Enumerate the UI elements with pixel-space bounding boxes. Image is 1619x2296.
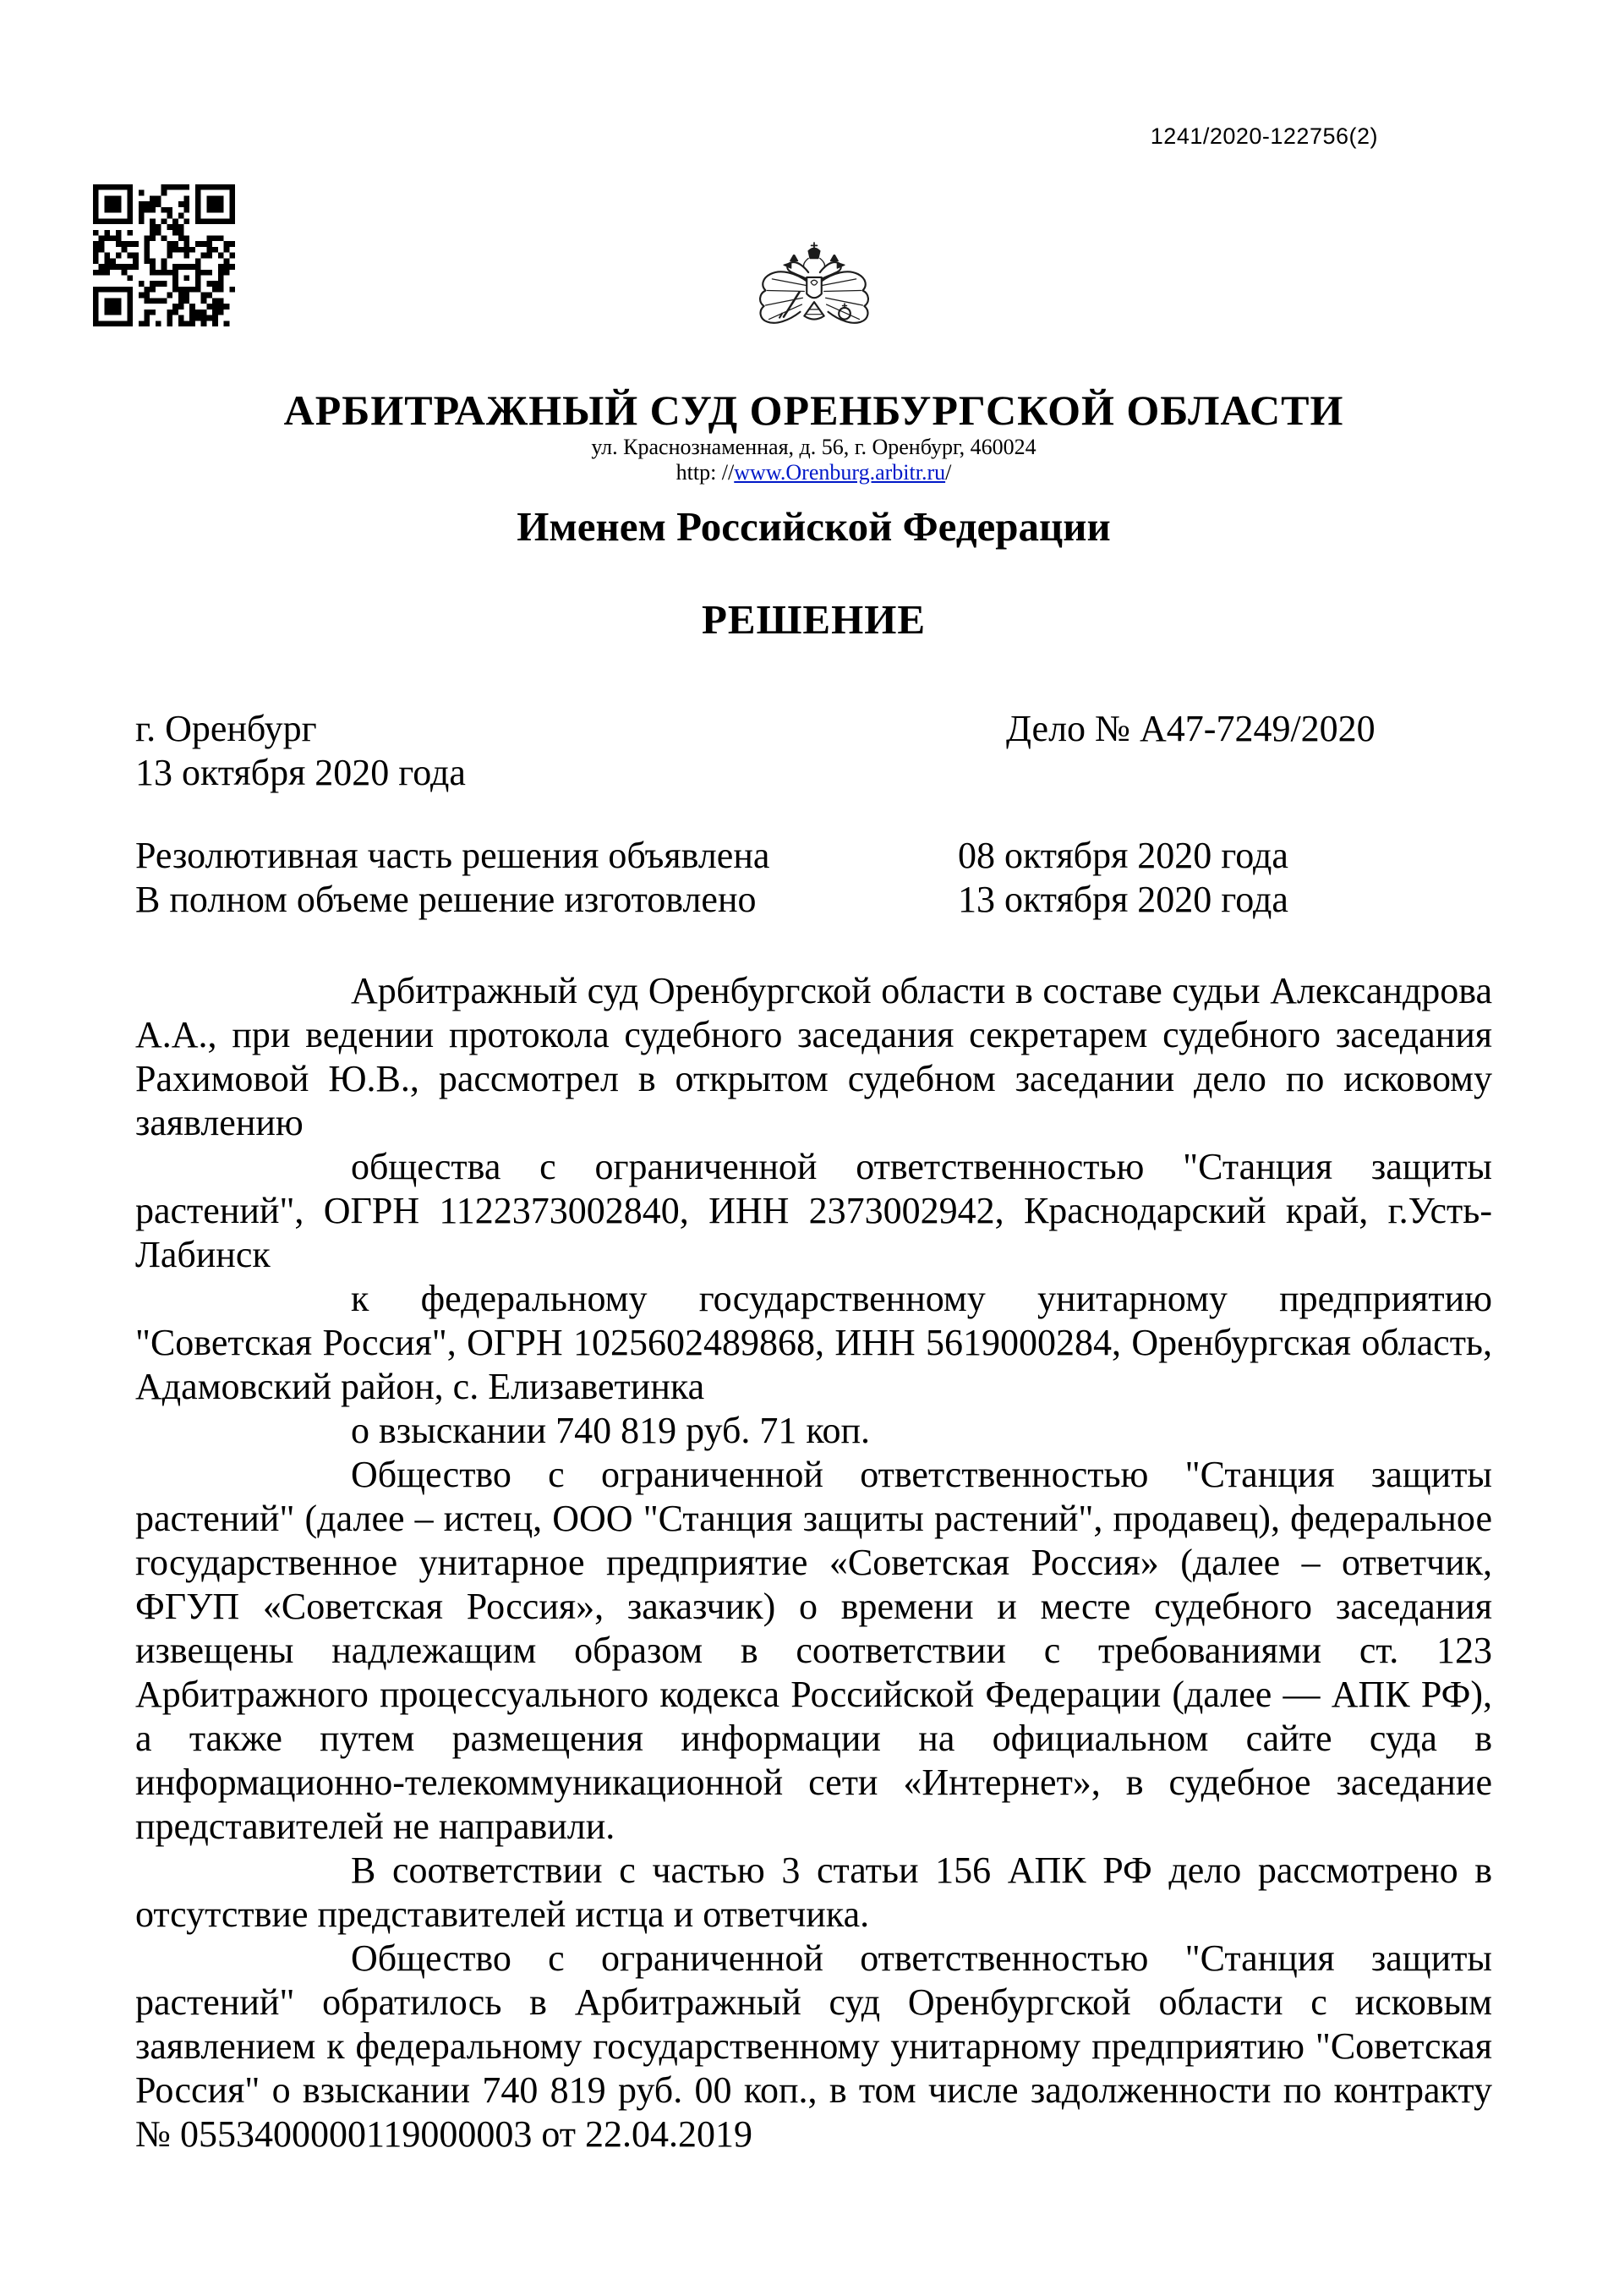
court-name-title: АРБИТРАЖНЫЙ СУД ОРЕНБУРГСКОЙ ОБЛАСТИ: [283, 386, 1344, 434]
in-the-name-heading: Именем Российской Федерации: [517, 503, 1111, 550]
resolutive-part-date: 08 октября 2020 года: [958, 835, 1288, 876]
city-label: г. Оренбург: [135, 708, 317, 749]
paragraph: Арбитражный суд Оренбургской области в составе судьи Александрова А.А., при ведении протокола судебного заседания секретарем судебного заседания Рахимовой Ю.В., рассмотрел в открытом судебном заседании дело по исковому заявлению: [135, 970, 1492, 1143]
body-text: [135, 969, 1492, 2156]
paragraph: общества с ограниченной ответственностью "Станция защиты растений", ОГРН 1122373002840, ИНН 2373002942, Краснодарский край, г.Усть-Лабинск: [135, 1146, 1492, 1275]
court-url-line: [135, 460, 1492, 485]
decision-date: 13 октября 2020 года: [135, 752, 466, 793]
case-header-row: [135, 707, 1492, 751]
resolutive-part-label: Резолютивная часть решения объявлена: [135, 835, 770, 876]
url-suffix: /: [945, 460, 952, 485]
full-text-date: 13 октября 2020 года: [958, 879, 1288, 920]
decision-heading: РЕШЕНИЕ: [701, 596, 926, 643]
coat-of-arms-icon: [135, 239, 1492, 373]
paragraph: В соответствии с частью 3 статьи 156 АПК РФ дело рассмотрено в отсутствие представителей истца и ответчика.: [135, 1849, 1492, 1935]
paragraph: Общество с ограниченной ответственностью "Станция защиты растений" (далее – истец, ООО "Станция защиты растений", продавец), федеральное государственное унитарное предприятие «Советская Россия» (далее – ответчик, ФГУП «Советская Россия», заказчик) о времени и месте судебного заседания извещены надлежащим образом в соответствии с требованиями ст. 123 Арбитражного процессуального кодекса Российской Федерации (далее — АПК РФ), а также путем размещения информации на официальном сайте суда в информационно-телекоммуникационной сети «Интернет», в судебное заседание представителей не направили.: [135, 1454, 1492, 1847]
document-registration-number: 1241/2020-122756(2): [1150, 123, 1378, 149]
full-text-label: В полном объеме решение изготовлено: [135, 879, 757, 920]
paragraph: о взыскании 740 819 руб. 71 коп.: [351, 1410, 871, 1451]
url-prefix: http: //: [675, 460, 735, 485]
resolutive-part-row: [135, 834, 1492, 878]
court-website-link[interactable]: www.Orenburg.arbitr.ru: [734, 460, 946, 485]
full-text-row: [135, 878, 1492, 922]
case-number: Дело № А47-7249/2020: [1006, 708, 1376, 749]
paragraph: к федеральному государственному унитарному предприятию "Советская Россия", ОГРН 1025602489868, ИНН 5619000284, Оренбургская область, Адамовский район, с. Елизаветинка: [135, 1278, 1492, 1407]
paragraph: Общество с ограниченной ответственностью "Станция защиты растений" обратилось в Арбитражный суд Оренбургской области с исковым заявлением к федеральному государственному унитарному предприятию "Советская Россия" о взыскании 740 819 руб. 00 коп., в том числе задолженности по контракту № 0553400000119000003 от 22.04.2019: [135, 1937, 1492, 2155]
court-address: ул. Краснознаменная, д. 56, г. Оренбург, 460024: [591, 435, 1036, 459]
